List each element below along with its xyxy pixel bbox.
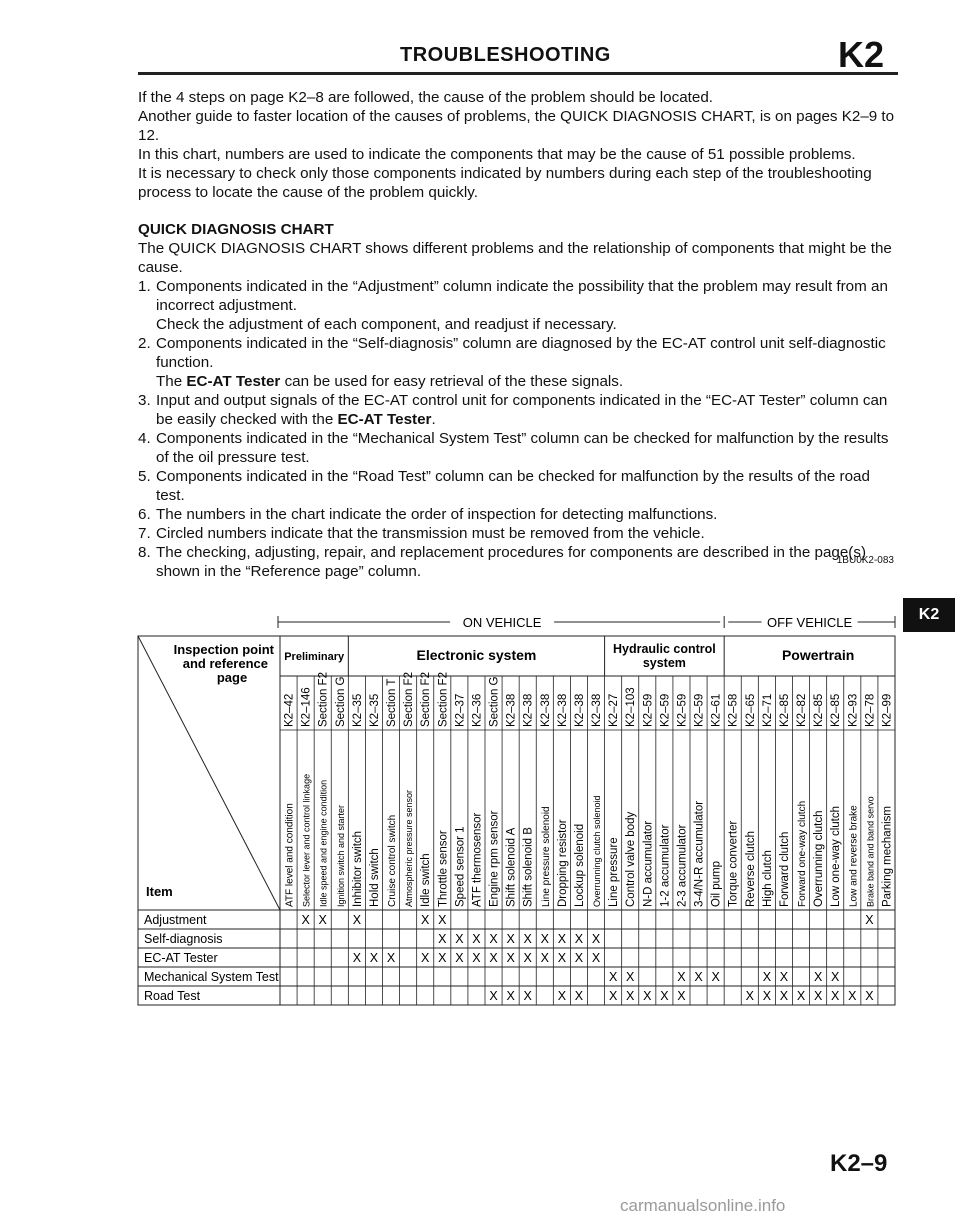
row-mark: X	[369, 951, 379, 965]
row-mark: X	[421, 913, 430, 927]
column-page: K2–85	[830, 693, 843, 727]
column-page: K2–61	[710, 693, 723, 727]
row-mark: X	[574, 989, 584, 1003]
list-item: 1. Components indicated in the “Adjustment” column indicate the possibility that the problem may result from an incorrect adjustment.	[138, 278, 888, 314]
list-item: 5. Components indicated in the “Road Test” column can be checked for malfunction by the results of the road test.	[138, 468, 870, 504]
row-mark: X	[574, 932, 584, 946]
column-name: Lockup solenoid	[573, 823, 586, 907]
watermark: carmanualsonline.info	[620, 1196, 786, 1215]
column-name: 2-3 accumulator	[676, 824, 689, 907]
column-page: K2–71	[761, 693, 774, 727]
row-mark: X	[677, 989, 686, 1003]
column-page: K2–93	[847, 693, 860, 727]
row-mark: X	[608, 989, 618, 1003]
column-page: K2–58	[727, 693, 740, 727]
column-page: K2–59	[642, 693, 655, 727]
column-page: K2–59	[659, 693, 672, 727]
row-mark: X	[386, 951, 396, 965]
column-name: N-D accumulator	[642, 820, 655, 907]
column-page: K2–38	[591, 693, 604, 727]
row-mark: X	[438, 932, 447, 946]
column-name: 1-2 accumulator	[659, 824, 672, 907]
row-mark: X	[745, 989, 754, 1003]
row-mark: X	[557, 989, 567, 1003]
column-page: Section T	[386, 678, 399, 727]
column-page: K2–38	[556, 693, 569, 727]
column-name: Low one-way clutch	[830, 806, 843, 907]
row-mark: X	[813, 989, 823, 1003]
column-name: Dropping resistor	[556, 819, 569, 907]
column-page: K2–65	[744, 693, 757, 727]
row-mark: X	[352, 951, 362, 965]
column-name: Idle speed and engine condition	[318, 779, 329, 907]
column-name: High clutch	[761, 850, 774, 907]
column-name: Shift solenoid A	[505, 827, 518, 907]
list-item: 6. The numbers in the chart indicate the order of inspection for detecting malfunctions.	[138, 506, 718, 523]
column-page: K2–35	[351, 693, 364, 727]
corner-diagonal	[138, 636, 280, 910]
column-name: Torque converter	[727, 820, 740, 907]
row-mark: X	[523, 932, 532, 946]
row-label: Adjustment	[144, 913, 207, 927]
column-page: K2–146	[300, 687, 313, 727]
column-page: Section G	[488, 676, 501, 727]
column-name: Low and reverse brake	[848, 805, 860, 907]
section-lead: The QUICK DIAGNOSIS CHART shows different problems and the relationship of components that might be the cause.	[138, 240, 892, 276]
row-mark: X	[831, 970, 840, 984]
row-mark: X	[472, 951, 481, 965]
column-name: Oil pump	[710, 860, 723, 907]
list-item: 8. The checking, adjusting, repair, and replacement procedures for components are described in the page(s) shown in the “Reference page” column.	[138, 544, 867, 580]
list-item: 7. Circled numbers indicate that the transmission must be removed from the vehicle.	[138, 525, 705, 542]
column-page: K2–27	[608, 693, 621, 727]
column-name: Line pressure solenoid	[540, 806, 552, 907]
list-item: 4. Components indicated in the “Mechanical System Test” column can be checked for malfunction by the results of the oil pressure test.	[138, 430, 889, 466]
row-mark: X	[848, 989, 857, 1003]
row-mark: X	[865, 989, 874, 1003]
section-heading: QUICK DIAGNOSIS CHART	[138, 221, 334, 238]
column-page: Section F2	[437, 672, 450, 727]
chart-frame	[138, 636, 895, 1005]
group-label: Powertrain	[781, 647, 855, 663]
off-vehicle-label: OFF VEHICLE	[766, 615, 853, 630]
column-page: K2–36	[471, 693, 484, 727]
row-mark: X	[506, 951, 515, 965]
row-mark: X	[677, 970, 686, 984]
row-mark: X	[421, 951, 430, 965]
row-mark: X	[626, 989, 635, 1003]
item-header: Item	[146, 884, 173, 899]
page-number: K2–9	[830, 1150, 888, 1177]
column-page: K2–38	[522, 693, 535, 727]
section-tab: K2	[903, 598, 955, 632]
column-page: Section F2	[403, 672, 416, 727]
row-mark: X	[762, 970, 772, 984]
column-name: Atmospheric pressure sensor	[404, 789, 415, 907]
row-mark: X	[523, 989, 532, 1003]
row-label: Self-diagnosis	[144, 932, 223, 946]
row-mark: X	[455, 932, 464, 946]
column-page: Section F2	[317, 672, 330, 727]
page-title: TROUBLESHOOTING	[400, 44, 611, 66]
column-name: Ignition switch and starter	[335, 804, 346, 907]
column-name: Cruise control switch	[387, 814, 399, 907]
figure-reference: 1BU0K2-083	[836, 555, 894, 566]
list-item: The EC-AT Tester can be used for easy retrieval of the these signals.	[156, 373, 624, 390]
column-name: Speed sensor 1	[454, 826, 467, 907]
column-name: Forward one-way clutch	[797, 800, 809, 907]
row-mark: X	[540, 932, 549, 946]
column-name: Throttle sensor	[437, 830, 450, 907]
row-label: Road Test	[144, 989, 201, 1003]
group-label: Electronic system	[416, 647, 537, 663]
column-page: K2–85	[813, 693, 826, 727]
column-name: ATF level and condition	[284, 803, 296, 907]
row-mark: X	[660, 989, 669, 1003]
intro-p3: In this chart, numbers are used to indicate the components that may be the cause of 51 possible problems.	[138, 146, 856, 163]
row-mark: X	[523, 951, 532, 965]
row-mark: X	[865, 913, 874, 927]
group-label: Hydraulic control	[612, 642, 716, 656]
row-mark: X	[489, 951, 498, 965]
row-mark: X	[318, 913, 327, 927]
row-mark: X	[643, 989, 652, 1003]
column-page: K2–35	[368, 693, 381, 727]
column-page: K2–42	[283, 693, 296, 727]
row-mark: X	[831, 989, 840, 1003]
column-name: ATF thermosensor	[471, 812, 484, 907]
column-name: 3-4/N-R accumulator	[693, 800, 706, 907]
on-vehicle-label: ON VEHICLE	[462, 615, 542, 630]
column-name: Engine rpm sensor	[488, 810, 501, 907]
row-mark: X	[472, 932, 481, 946]
intro-p2: Another guide to faster location of the causes of problems, the QUICK DIAGNOSIS CHART, is on pages K2–9 to 12.	[138, 108, 895, 144]
column-name: Line pressure	[608, 837, 621, 907]
row-mark: X	[438, 951, 447, 965]
column-page: K2–38	[539, 693, 552, 727]
row-mark: X	[779, 970, 789, 984]
column-name: Shift solenoid B	[522, 827, 535, 907]
row-label: EC-AT Tester	[144, 951, 218, 965]
corner-label: Inspection point	[173, 642, 274, 657]
column-name: Selector lever and control linkage	[301, 773, 312, 907]
row-mark: X	[626, 970, 635, 984]
row-mark: X	[694, 970, 703, 984]
row-mark: X	[489, 932, 498, 946]
row-mark: X	[762, 989, 772, 1003]
row-mark: X	[455, 951, 464, 965]
row-mark: X	[574, 951, 584, 965]
column-page: K2–103	[625, 687, 638, 727]
corner-label: page	[216, 670, 248, 685]
column-page: K2–99	[881, 693, 894, 727]
row-mark: X	[591, 932, 601, 946]
corner-label: and reference	[182, 656, 268, 671]
column-page: K2–37	[454, 693, 467, 727]
section-code: K2	[838, 34, 885, 75]
row-mark: X	[540, 951, 549, 965]
list-item: 2. Components indicated in the “Self-diagnosis” column are diagnosed by the EC-AT control unit self-diagnostic function.	[138, 335, 886, 371]
column-page: K2–78	[864, 693, 877, 727]
row-mark: X	[591, 951, 601, 965]
column-page: Section F2	[420, 672, 433, 727]
row-mark: X	[506, 932, 515, 946]
group-label: system	[642, 656, 686, 670]
column-page: K2–38	[505, 693, 518, 727]
column-page: Section G	[334, 676, 347, 727]
row-mark: X	[557, 951, 567, 965]
group-label: Preliminary	[284, 651, 345, 663]
intro-p1: If the 4 steps on page K2–8 are followed, the cause of the problem should be located.	[138, 89, 713, 106]
row-mark: X	[813, 970, 823, 984]
column-page: K2–59	[676, 693, 689, 727]
column-name: Parking mechanism	[881, 806, 894, 907]
row-mark: X	[438, 913, 447, 927]
column-page: K2–85	[778, 693, 791, 727]
list-item: Check the adjustment of each component, and readjust if necessary.	[156, 316, 617, 333]
row-mark: X	[506, 989, 515, 1003]
row-mark: X	[489, 989, 498, 1003]
row-mark: X	[352, 913, 362, 927]
row-mark: X	[608, 970, 618, 984]
row-mark: X	[779, 989, 789, 1003]
row-mark: X	[796, 989, 806, 1003]
row-mark: X	[301, 913, 310, 927]
row-mark: X	[557, 932, 567, 946]
column-name: Overrunning clutch solenoid	[592, 795, 603, 907]
column-page: K2–82	[796, 693, 809, 727]
column-name: Brake band and band servo	[865, 796, 876, 907]
list-item: 3. Input and output signals of the EC-AT control unit for components indicated in the “EC-AT Tester” column can be easily checked with the EC-AT Tester.	[138, 392, 888, 428]
column-name: Control valve body	[625, 811, 638, 907]
column-name: Overrunning clutch	[813, 810, 826, 907]
column-page: K2–59	[693, 693, 706, 727]
row-label: Mechanical System Test	[144, 970, 279, 984]
column-name: Forward clutch	[778, 831, 791, 907]
column-name: Hold switch	[368, 848, 381, 907]
row-mark: X	[711, 970, 720, 984]
intro-p4: It is necessary to check only those components indicated by numbers during each step of the troubleshooting process to locate the cause of the problem quickly.	[138, 165, 872, 201]
column-name: Idle switch	[420, 853, 433, 907]
column-name: Reverse clutch	[744, 830, 757, 907]
column-name: Inhibitor switch	[351, 830, 364, 907]
column-page: K2–38	[573, 693, 586, 727]
